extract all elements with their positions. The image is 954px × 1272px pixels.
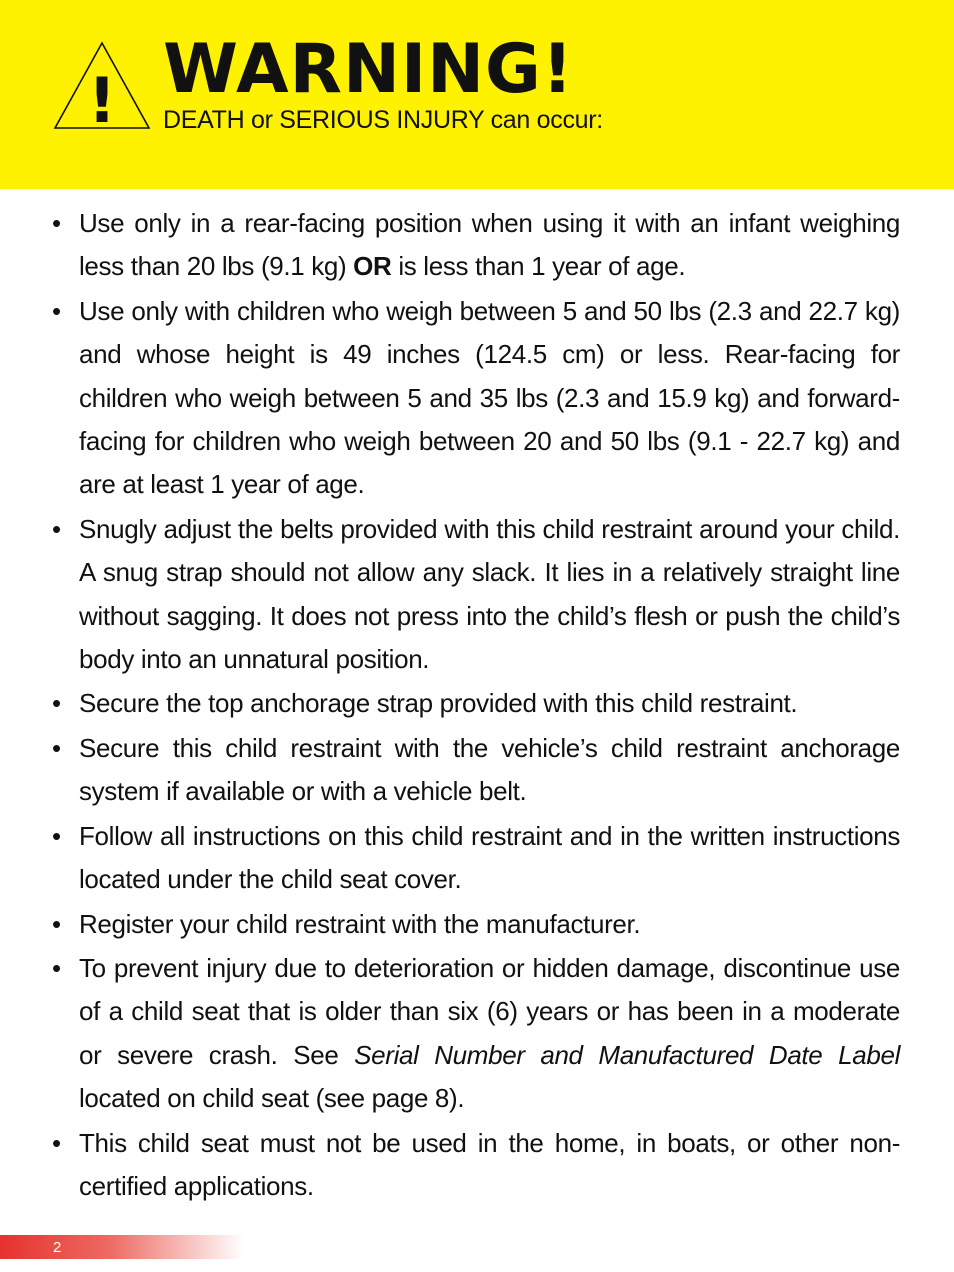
bullet-text-segment: is less than 1 year of age. xyxy=(391,251,686,282)
bullet-text xyxy=(79,733,900,806)
warning-bullet-item xyxy=(52,290,900,507)
warning-title: WARNING! xyxy=(163,30,574,109)
bullet-text-italic: Serial Number and Manufactured Date Label xyxy=(354,1039,900,1070)
warning-bullet-item xyxy=(52,947,900,1121)
bullet-text-segment: Register your child restraint with the manufacturer. xyxy=(79,908,641,939)
bullet-marker: • xyxy=(52,952,61,983)
bullet-marker: • xyxy=(52,513,61,544)
warning-bullet-item xyxy=(52,202,900,289)
warning-triangle-mark: ! xyxy=(87,64,117,131)
bullet-text xyxy=(79,1128,900,1201)
bullet-text xyxy=(79,296,900,500)
bullet-text xyxy=(79,688,797,718)
warning-triangle-icon xyxy=(52,40,152,131)
bullet-marker: • xyxy=(52,1127,61,1158)
bullet-marker: • xyxy=(52,208,61,238)
bullet-marker: • xyxy=(52,820,61,851)
footer-accent-bar xyxy=(0,1235,244,1259)
warning-bullet-item xyxy=(52,903,900,946)
warning-bullet-list xyxy=(52,202,900,1209)
bullet-text xyxy=(79,514,900,674)
bullet-marker: • xyxy=(52,732,61,763)
bullet-text-segment: To prevent injury due to deterioration or hidden damage, discontinue use of a child seat that is older than six (6) years or has been in a moderate or severe crash. See xyxy=(79,952,900,1070)
page-number: 2 xyxy=(53,1239,62,1256)
bullet-text-segment: Secure this child restraint with the vehicle’s child restraint anchorage system if available or with a vehicle belt. xyxy=(79,732,900,807)
warning-bullet-item xyxy=(52,727,900,814)
bullet-marker: • xyxy=(52,295,61,326)
bullet-text xyxy=(79,909,640,939)
bullet-marker: • xyxy=(52,908,61,939)
warning-bullet-item xyxy=(52,682,900,725)
bullet-text-segment: Secure the top anchorage strap provided with this child restraint. xyxy=(79,688,798,719)
warning-bullet-item xyxy=(52,1122,900,1209)
bullet-text-segment: located on child seat (see page 8). xyxy=(79,1083,465,1114)
bullet-marker: • xyxy=(52,688,61,719)
bullet-text-segment: This child seat must not be used in the home, in boats, or other non-certified applications. xyxy=(79,1127,900,1201)
bullet-text-segment: Follow all instructions on this child restraint and in the written instructions located under the child seat cover. xyxy=(79,820,900,895)
bullet-text-segment: Use only in a rear-facing position when using it with an infant weighing less than 20 lbs (9.1 kg) xyxy=(79,208,900,282)
bullet-text-bold: OR xyxy=(353,251,392,282)
warning-bullet-item xyxy=(52,508,900,682)
bullet-text xyxy=(79,953,900,1113)
warning-bullet-item xyxy=(52,815,900,902)
bullet-text-segment: Snugly adjust the belts provided with this child restraint around your child. A snug strap should not allow any slack. It lies in a relatively straight line without sagging. It does not press into the child’s flesh or push the child’s body into an unnatural position. xyxy=(79,513,900,675)
warning-subtitle: DEATH or SERIOUS INJURY can occur: xyxy=(163,106,603,134)
bullet-text xyxy=(79,208,900,281)
bullet-text-segment: Use only with children who weigh between 5 and 50 lbs (2.3 and 22.7 kg) and whose height is 49 inches (124.5 cm) or less. Rear-facing for children who weigh between 5 and 35 lbs (2.3 and 15.9 kg) and forward-facing for children who weigh between 20 and 50 lbs (9.1 - 22.7 kg) and are at least 1 year of age. xyxy=(79,295,900,500)
warning-banner xyxy=(0,0,954,189)
bullet-text xyxy=(79,821,900,894)
